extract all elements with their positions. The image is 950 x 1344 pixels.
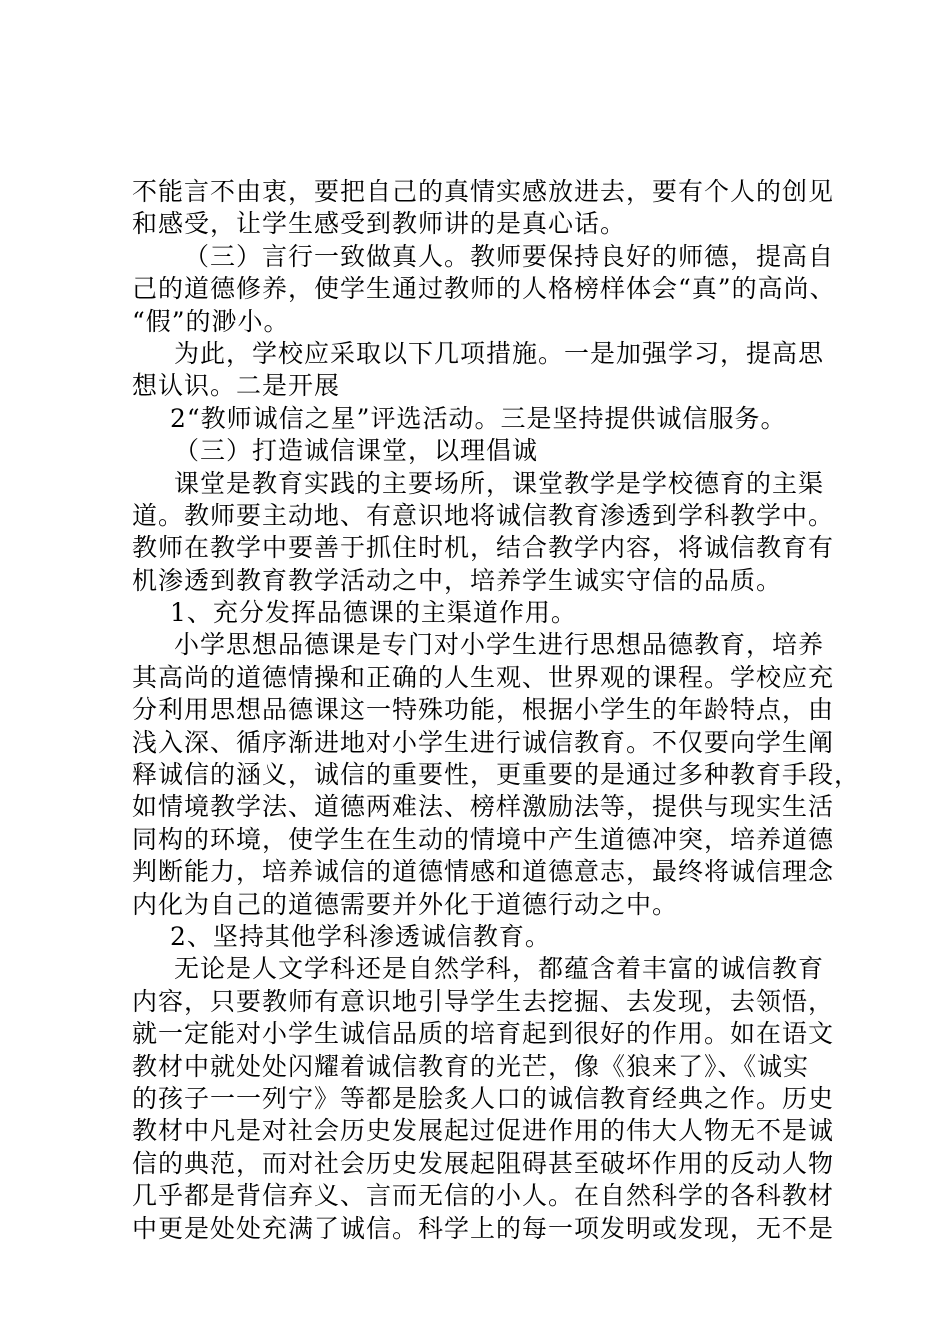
- text-line: 教材中凡是对社会历史发展起过促进作用的伟大人物无不是诚: [132, 1116, 835, 1146]
- text-line: 判断能力，培养诚信的道德情感和道德意志，最终将诚信理念: [132, 857, 835, 887]
- text-line: 为此，学校应采取以下几项措施。一是加强学习，提高思: [174, 338, 825, 368]
- document-body: [132, 176, 861, 1245]
- text-line: 道。教师要主动地、有意识地将诚信教育渗透到学科教学中。: [132, 500, 835, 530]
- text-line: 内化为自己的道德需要并外化于道德行动之中。: [132, 889, 679, 919]
- text-line: 的孩子一一列宁》等都是脍炙人口的诚信教育经典之作。历史: [132, 1083, 835, 1113]
- text-line: 信的典范，而对社会历史发展起阻碍甚至破坏作用的反动人物: [132, 1148, 835, 1178]
- text-line: 教师在教学中要善于抓住时机，结合教学内容，将诚信教育有: [132, 533, 835, 563]
- text-line: 同构的环境，使学生在生动的情境中产生道德冲突，培养道德: [132, 824, 835, 854]
- text-line: 课堂是教育实践的主要场所，课堂教学是学校德育的主渠: [174, 468, 825, 498]
- text-line: 内容，只要教师有意识地引导学生去挖掘、去发现，去领悟，: [132, 986, 835, 1016]
- text-line: 机渗透到教育教学活动之中，培养学生诚实守信的品质。: [132, 565, 783, 595]
- text-line: 1、充分发挥品德课的主渠道作用。: [170, 598, 577, 628]
- text-line: （三）言行一致做真人。教师要保持良好的师德，提高自: [184, 241, 835, 271]
- text-line: 无论是人文学科还是自然学科，都蕴含着丰富的诚信教育: [174, 954, 825, 984]
- text-line: “假”的渺小。: [132, 306, 290, 336]
- text-line: 2“教师诚信之星”评选活动。三是坚持提供诚信服务。: [170, 403, 787, 433]
- text-line: 想认识。二是开展: [132, 371, 341, 401]
- text-line: 浅入深、循序渐进地对小学生进行诚信教育。不仅要向学生阐: [132, 727, 835, 757]
- text-line: 中更是处处充满了诚信。科学上的每一项发明或发现，无不是: [132, 1213, 835, 1243]
- text-line: 几乎都是背信弃义、言而无信的小人。在自然科学的各科教材: [132, 1181, 835, 1211]
- text-line: 不能言不由衷，要把自己的真情实感放进去，要有个人的创见: [132, 177, 835, 206]
- text-line: 释诚信的涵义，诚信的重要性，更重要的是通过多种教育手段，: [132, 760, 861, 790]
- text-line: 2、坚持其他学科渗透诚信教育。: [170, 921, 551, 951]
- text-line: 分利用思想品德课这一特殊功能，根据小学生的年龄特点，由: [132, 695, 835, 725]
- text-line: 就一定能对小学生诚信品质的培育起到很好的作用。如在语文: [132, 1019, 835, 1049]
- text-line: 和感受，让学生感受到教师讲的是真心话。: [132, 209, 627, 239]
- text-line: 己的道德修养，使学生通过教师的人格榜样体会“真”的高尚、: [132, 274, 836, 304]
- text-line: （三）打造诚信课堂，以理倡诚: [174, 436, 539, 466]
- text-line: 如情境教学法、道德两难法、榜样激励法等，提供与现实生活: [132, 792, 835, 822]
- text-line: 小学思想品德课是专门对小学生进行思想品德教育，培养: [174, 630, 825, 660]
- text-line: 教材中就处处闪耀着诚信教育的光芒，像《狼来了》、《诚实: [132, 1051, 810, 1081]
- text-line: 其高尚的道德情操和正确的人生观、世界观的课程。学校应充: [132, 662, 835, 692]
